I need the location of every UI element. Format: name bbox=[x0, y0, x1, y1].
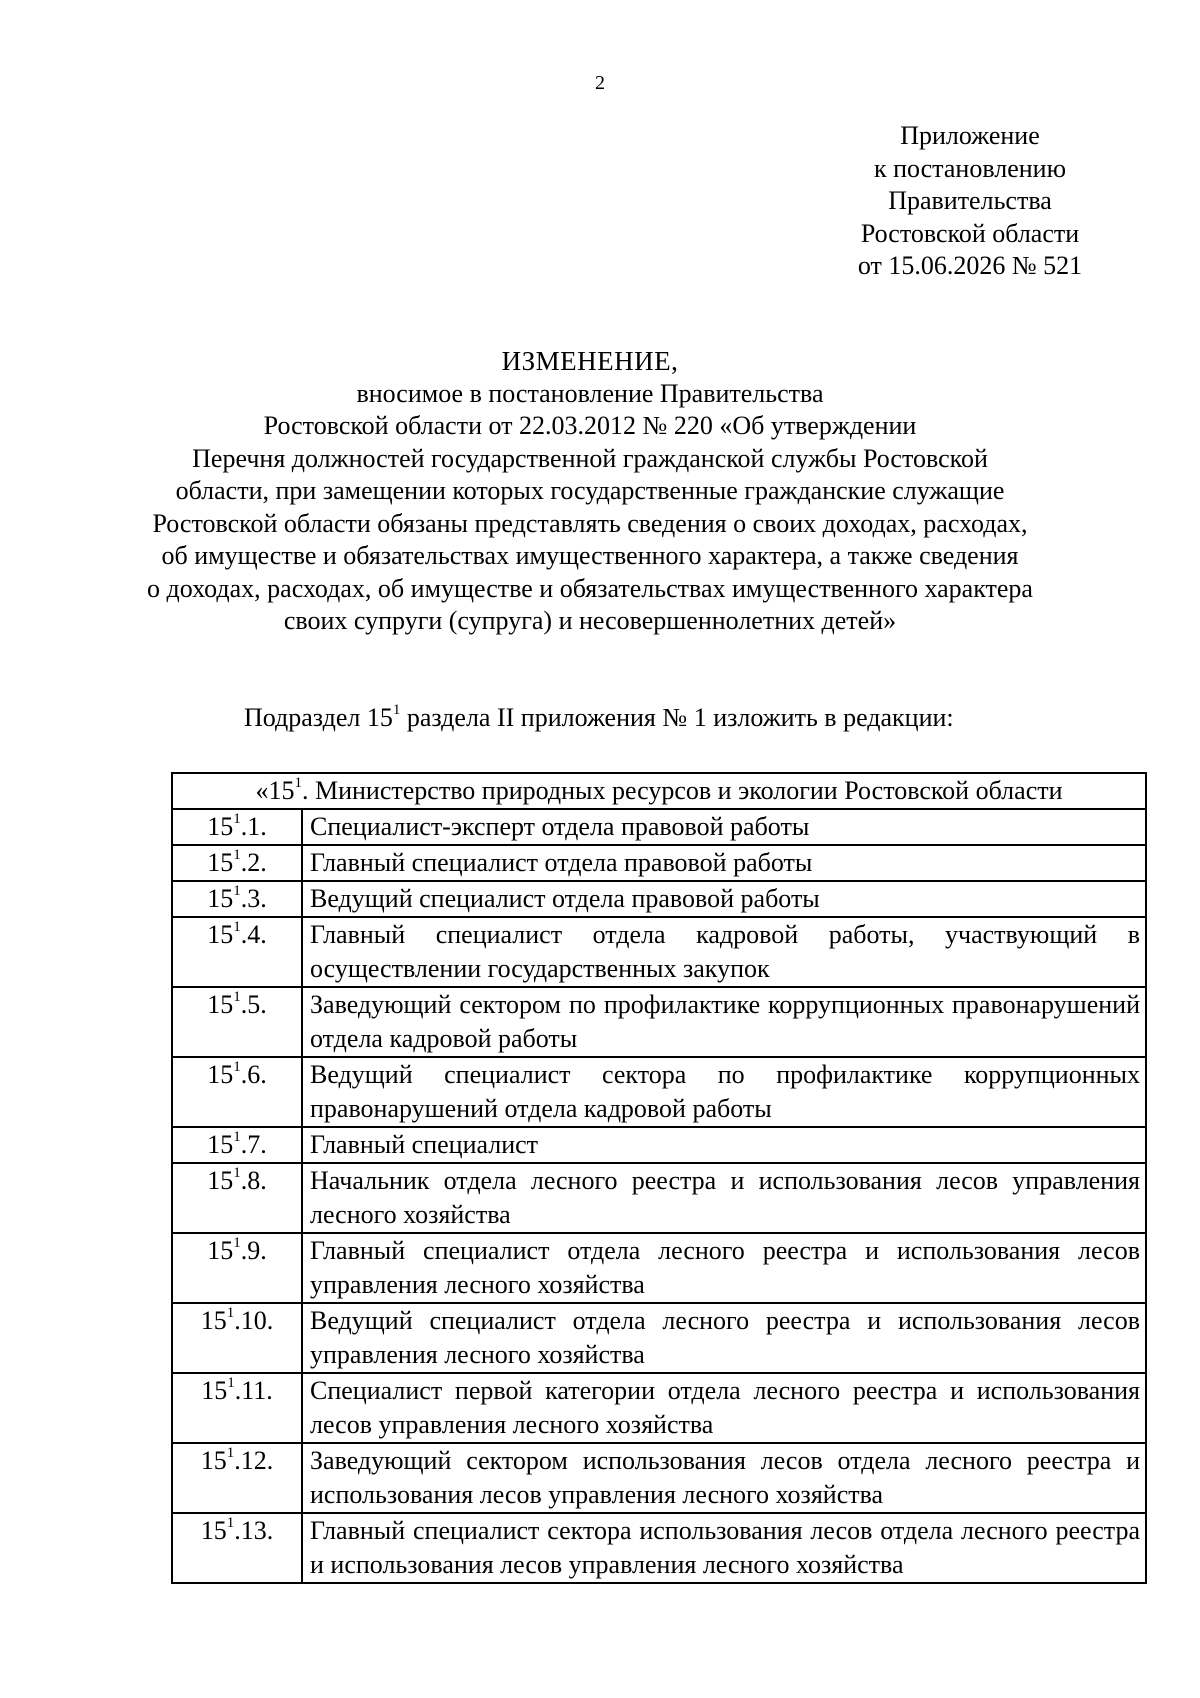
table-header-cell bbox=[172, 773, 1146, 809]
row-number-cell bbox=[172, 845, 302, 881]
row-number-suffix: .8. bbox=[240, 1166, 267, 1195]
row-number-suffix: .2. bbox=[240, 848, 267, 877]
annex-line: Правительства bbox=[888, 186, 1052, 215]
row-number-superscript: 1 bbox=[226, 1445, 235, 1462]
row-number-suffix: .12. bbox=[234, 1446, 274, 1475]
row-number-superscript: 1 bbox=[233, 811, 241, 828]
row-number-base: 15 bbox=[207, 1130, 234, 1159]
table-row bbox=[172, 1443, 1146, 1513]
row-number-suffix: .13. bbox=[234, 1516, 274, 1545]
row-position-text: Начальник отдела лесного реестра и использования лесов управления лесного хозяйства bbox=[302, 1163, 1146, 1233]
row-number-cell bbox=[172, 809, 302, 845]
intro-text-before: Подраздел 15 bbox=[244, 703, 393, 732]
row-number-cell bbox=[172, 1127, 302, 1163]
title-line: Ростовской области обязаны представлять сведения о своих доходах, расходах, bbox=[152, 508, 1028, 538]
intro-text-after: раздела II приложения № 1 изложить в редакции: bbox=[400, 703, 954, 732]
table-header-row bbox=[172, 773, 1146, 809]
row-position-text: Главный специалист bbox=[302, 1127, 1146, 1163]
title-line: Ростовской области от 22.03.2012 № 220 «Об утверждении bbox=[263, 411, 917, 440]
row-position-text: Специалист первой категории отдела лесного реестра и использования лесов управления лесного хозяйства bbox=[302, 1373, 1146, 1443]
title-heading: ИЗМЕНЕНИЕ, bbox=[501, 346, 679, 376]
header-text-after: . Министерство природных ресурсов и экологии Ростовской области bbox=[301, 776, 1063, 805]
table-row bbox=[172, 845, 1146, 881]
row-number-superscript: 1 bbox=[226, 1305, 235, 1322]
page-number: 2 bbox=[595, 72, 605, 94]
row-number-superscript: 1 bbox=[233, 1059, 241, 1076]
row-number-cell bbox=[172, 917, 302, 987]
title-line: области, при замещении которых государственные гражданские служащие bbox=[175, 476, 1005, 505]
row-number-cell bbox=[172, 1513, 302, 1583]
row-number-cell bbox=[172, 987, 302, 1057]
row-number-superscript: 1 bbox=[233, 883, 241, 900]
row-position-text: Ведущий специалист отдела правовой работы bbox=[302, 881, 1146, 917]
row-number-base: 15 bbox=[207, 1236, 234, 1265]
table-row bbox=[172, 1233, 1146, 1303]
title-line: Перечня должностей государственной гражданской службы Ростовской bbox=[192, 443, 988, 473]
row-number-suffix: .6. bbox=[240, 1060, 267, 1089]
row-number-suffix: .1. bbox=[240, 812, 267, 841]
row-position-text: Специалист-эксперт отдела правовой работы bbox=[302, 809, 1146, 845]
row-number-base: 15 bbox=[207, 990, 234, 1019]
table-row bbox=[172, 881, 1146, 917]
row-position-text: Главный специалист отдела кадровой работы, участвующий в осуществлении государственных закупок bbox=[302, 917, 1146, 987]
row-number-base: 15 bbox=[207, 920, 234, 949]
table-row bbox=[172, 1513, 1146, 1583]
row-position-text: Ведущий специалист отдела лесного реестра и использования лесов управления лесного хозяйства bbox=[302, 1303, 1146, 1373]
row-number-base: 15 bbox=[207, 812, 234, 841]
row-number-cell bbox=[172, 881, 302, 917]
row-number-cell bbox=[172, 1303, 302, 1373]
header-text-before: «15 bbox=[255, 776, 295, 805]
row-number-base: 15 bbox=[200, 1446, 227, 1475]
annex-line: Ростовской области bbox=[860, 218, 1080, 248]
title-line: вносимое в постановление Правительства bbox=[356, 378, 824, 408]
row-number-base: 15 bbox=[207, 884, 234, 913]
row-number-base: 15 bbox=[207, 848, 234, 877]
table-row bbox=[172, 1303, 1146, 1373]
row-position-text: Заведующий сектором по профилактике коррупционных правонарушений отдела кадровой работы bbox=[302, 987, 1146, 1057]
intro-superscript: 1 bbox=[392, 702, 401, 719]
title-line: о доходах, расходах, об имуществе и обязательствах имущественного характера bbox=[147, 573, 1033, 603]
row-number-superscript: 1 bbox=[233, 847, 241, 864]
intro-paragraph bbox=[244, 703, 954, 733]
row-number-superscript: 1 bbox=[233, 1165, 241, 1182]
row-position-text: Заведующий сектором использования лесов отдела лесного реестра и использования лесов управления лесного хозяйства bbox=[302, 1443, 1146, 1513]
table-row bbox=[172, 1373, 1146, 1443]
row-number-suffix: .10. bbox=[234, 1306, 274, 1335]
document-title bbox=[140, 345, 1040, 638]
row-number-suffix: .3. bbox=[240, 884, 267, 913]
row-number-suffix: .7. bbox=[240, 1130, 267, 1159]
row-number-base: 15 bbox=[201, 1376, 228, 1405]
table-row bbox=[172, 917, 1146, 987]
row-position-text: Главный специалист отдела правовой работы bbox=[302, 845, 1146, 881]
row-number-cell bbox=[172, 1443, 302, 1513]
row-number-superscript: 1 bbox=[227, 1375, 235, 1392]
row-number-cell bbox=[172, 1057, 302, 1127]
annex-line: от 15.06.2026 № 521 bbox=[857, 251, 1083, 280]
table-row bbox=[172, 1163, 1146, 1233]
title-line: об имуществе и обязательствах имущественного характера, а также сведения bbox=[161, 541, 1019, 570]
table-row bbox=[172, 1057, 1146, 1127]
table-row bbox=[172, 987, 1146, 1057]
row-number-base: 15 bbox=[207, 1166, 234, 1195]
row-number-superscript: 1 bbox=[233, 919, 241, 936]
header-superscript: 1 bbox=[294, 775, 302, 792]
row-position-text: Главный специалист сектора использования лесов отдела лесного реестра и использования лесов управления лесного хозяйства bbox=[302, 1513, 1146, 1583]
table-row bbox=[172, 1127, 1146, 1163]
row-number-base: 15 bbox=[200, 1516, 227, 1545]
annex-block bbox=[830, 120, 1110, 283]
row-number-suffix: .4. bbox=[240, 920, 267, 949]
row-number-base: 15 bbox=[200, 1306, 227, 1335]
row-position-text: Ведущий специалист сектора по профилактике коррупционных правонарушений отдела кадровой работы bbox=[302, 1057, 1146, 1127]
title-line: своих супруги (супруга) и несовершеннолетних детей» bbox=[283, 606, 897, 635]
positions-table bbox=[171, 772, 1147, 1584]
row-number-cell bbox=[172, 1163, 302, 1233]
row-number-superscript: 1 bbox=[233, 989, 241, 1006]
row-number-superscript: 1 bbox=[233, 1235, 241, 1252]
row-position-text: Главный специалист отдела лесного реестра и использования лесов управления лесного хозяйства bbox=[302, 1233, 1146, 1303]
row-number-base: 15 bbox=[207, 1060, 234, 1089]
row-number-suffix: .11. bbox=[234, 1376, 273, 1405]
annex-line: Приложение bbox=[900, 121, 1040, 150]
row-number-cell bbox=[172, 1373, 302, 1443]
row-number-suffix: .5. bbox=[240, 990, 267, 1019]
row-number-superscript: 1 bbox=[226, 1515, 235, 1532]
row-number-superscript: 1 bbox=[233, 1129, 241, 1146]
annex-line: к постановлению bbox=[873, 153, 1067, 183]
table-row bbox=[172, 809, 1146, 845]
row-number-suffix: .9. bbox=[240, 1236, 267, 1265]
row-number-cell bbox=[172, 1233, 302, 1303]
